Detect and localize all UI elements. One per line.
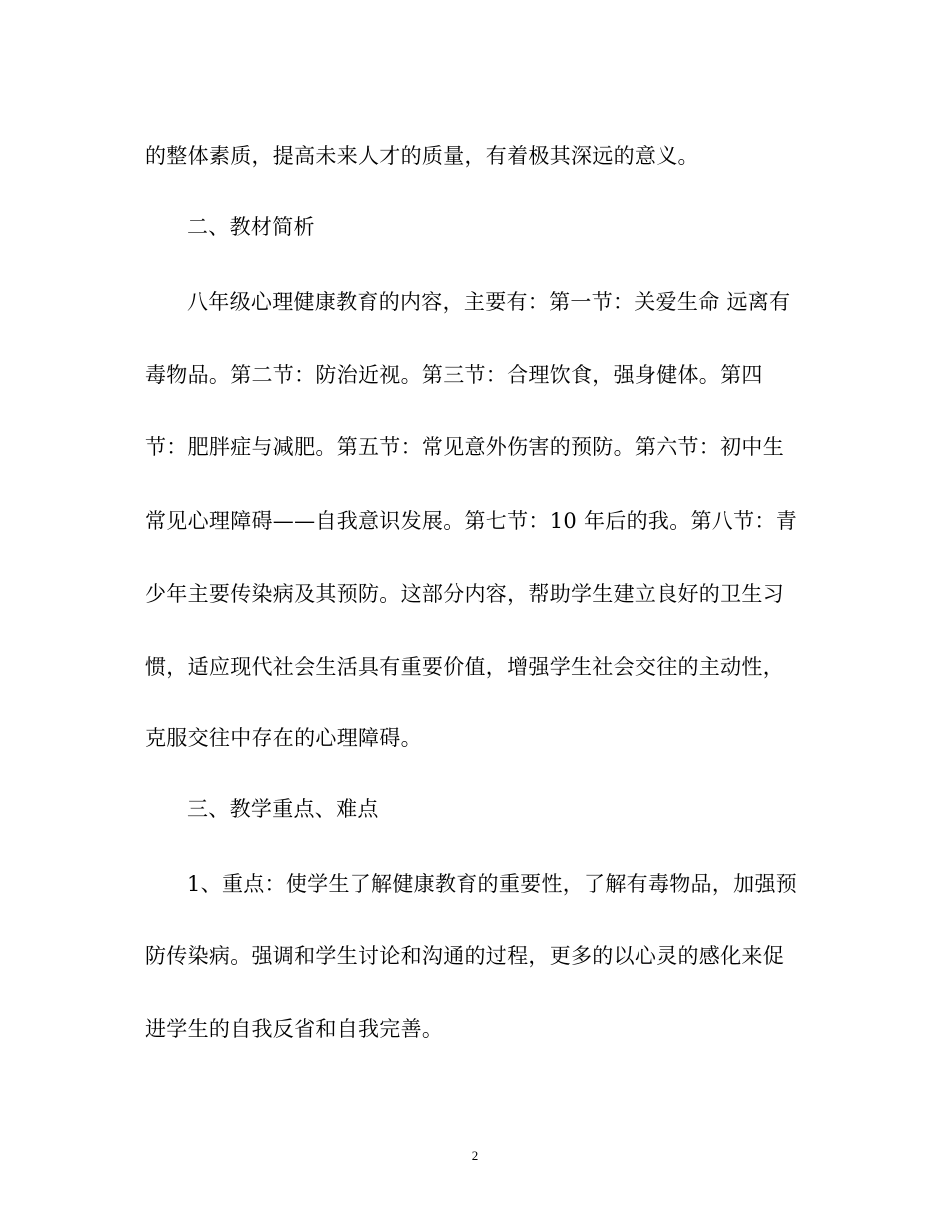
- text-line: 毒物品。第二节：防治近视。第三节：合理饮食，强身健体。第四: [145, 363, 763, 387]
- text-line: 的整体素质，提高未来人才的质量，有着极其深远的意义。: [145, 144, 699, 168]
- text-line: 惯，适应现代社会生活具有重要价值，增强学生社会交往的主动性，: [145, 655, 784, 679]
- text-line: 节：肥胖症与减肥。第五节：常见意外伤害的预防。第六节：初中生: [145, 435, 784, 459]
- text-line: 常见心理障碍——自我意识发展。第七节：10 年后的我。第八节：青: [145, 509, 797, 533]
- text-line: 进学生的自我反省和自我完善。: [145, 1017, 444, 1041]
- section-heading: 三、教学重点、难点: [187, 797, 379, 821]
- text-line: 克服交往中存在的心理障碍。: [145, 726, 422, 750]
- page-number: 2: [471, 1148, 479, 1163]
- text-line: 1、重点：使学生了解健康教育的重要性，了解有毒物品，加强预: [187, 872, 798, 896]
- text-line: 少年主要传染病及其预防。这部分内容，帮助学生建立良好的卫生习: [145, 582, 784, 606]
- text-line: 八年级心理健康教育的内容，主要有：第一节：关爱生命 远离有: [187, 290, 791, 314]
- text-line: 防传染病。强调和学生讨论和沟通的过程，更多的以心灵的感化来促: [145, 944, 784, 968]
- section-heading: 二、教材简析: [187, 215, 315, 239]
